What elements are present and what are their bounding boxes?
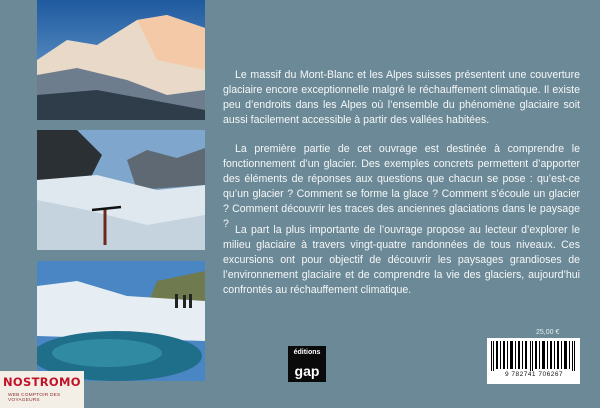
nostromo-tagline: WEB COMPTOIR DES VOYAGEURS [8,393,61,403]
publisher-logo-name: gap [294,363,320,379]
nostromo-watermark [0,371,84,408]
glacier-lake-photo [37,261,205,381]
price-label: 25,00 € [536,329,560,336]
isbn-digits: 9 782741 706267 [490,371,578,378]
description-paragraph-1 [223,68,580,142]
publisher-logo-top: éditions [293,349,321,356]
nostromo-logo-text: NOSTROMO [3,375,81,389]
paragraph-text: Le massif du Mont-Blanc et les Alpes suisses présentent une couverture glaciaire encore exceptionnelle malgré le réchauffement climatique. Il existe peu d’endroits dans les Alpes où l’ensemble du phénomène glaciaire soit aussi facilement accessible à partir des vallées habitées. [223,69,580,126]
paragraph-text: La part la plus importante de l’ouvrage propose au lecteur d’explorer le milieu glaciaire à travers vingt-quatre randonnées de tous niveaux. Ces excursions ont pour objectif de découvrir les paysages grandioses de l’environnement glaciaire et de comprendre la vie des glaciers, aujourd’hui confrontés au réchauffement climatique. [223,224,580,296]
mountain-photo-sunset [37,0,205,120]
description-paragraph-3 [223,223,580,312]
barcode-icon [487,338,580,372]
glacier-photo-ice-axe [37,130,205,250]
paragraph-text: La première partie de cet ouvrage est destinée à comprendre le fonctionnement d’un glacier. Des exemples concrets permettent d’apporter des éléments de réponses aux questions que chacun se pose : qu’est-ce qu’un glacier ? Comment se forme la glace ? Comment s’écoule un glacier ? Comment découvrir les traces des anciennes glaciations dans le paysage ? [223,143,580,230]
publisher-logo [288,346,326,382]
